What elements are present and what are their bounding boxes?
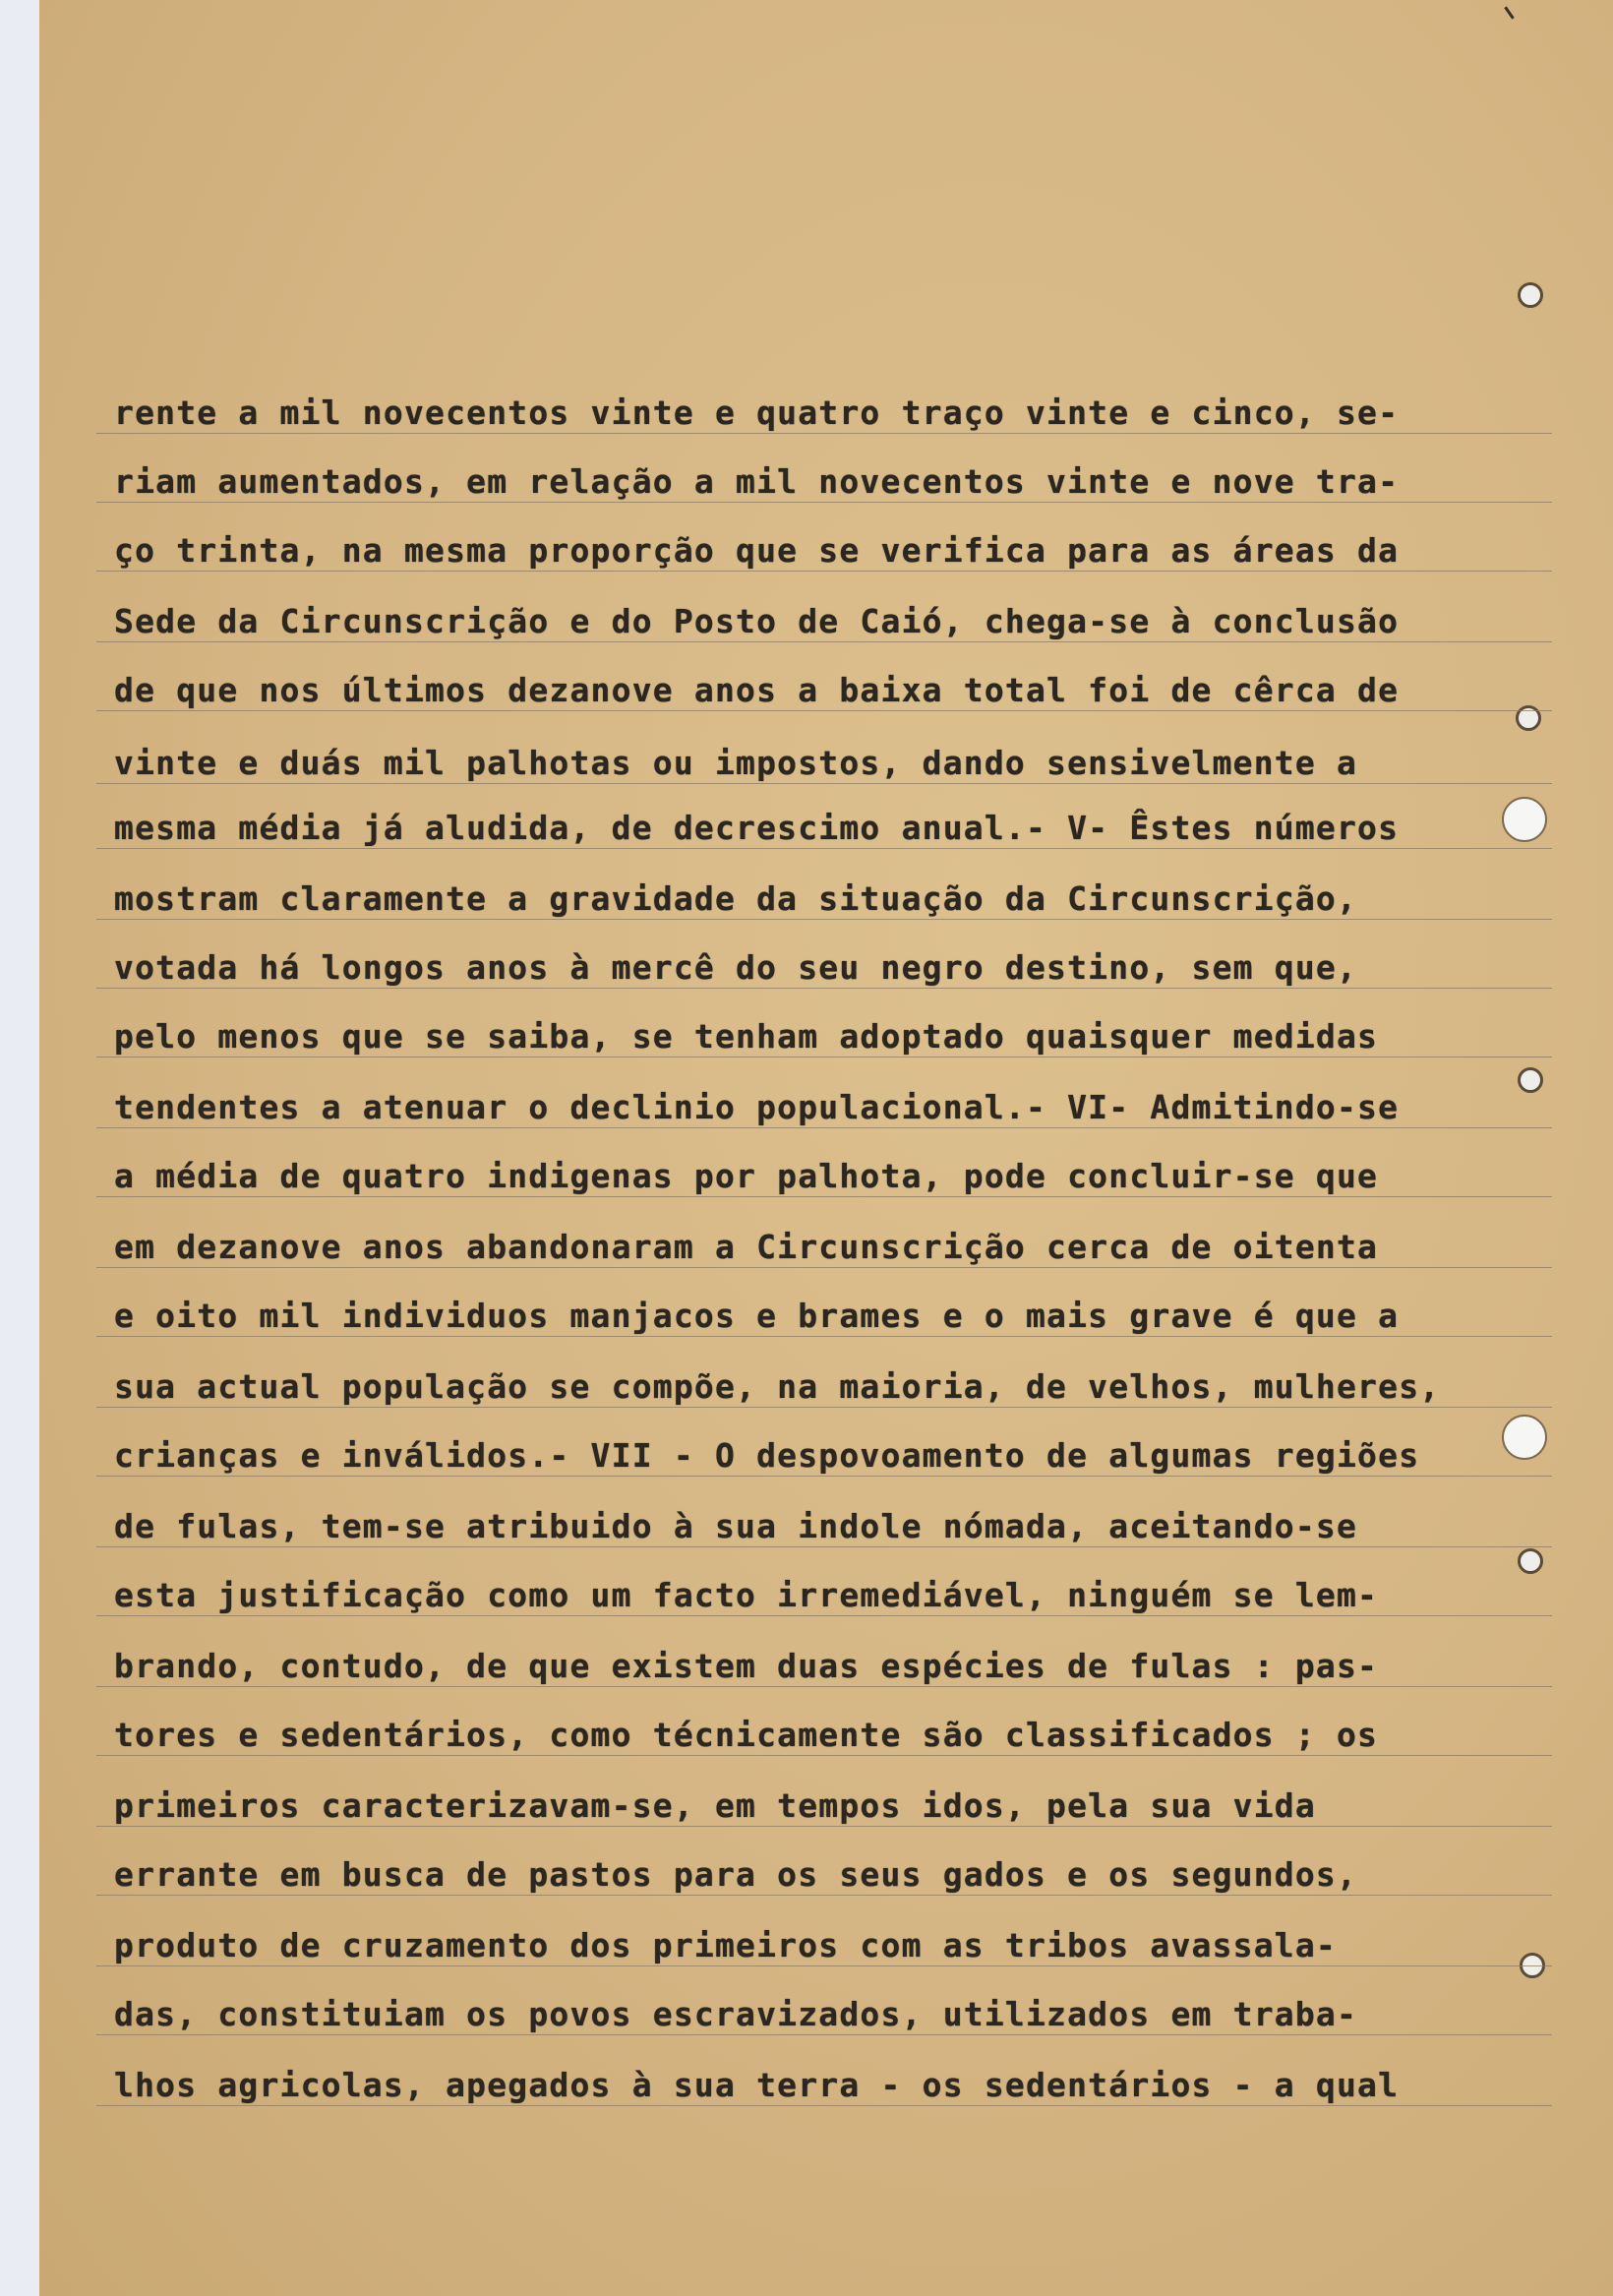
text-line: crianças e inválidos.- VII - O despovoamento de algumas regiões <box>114 1436 1420 1475</box>
ruled-line <box>96 2105 1552 2106</box>
punch-mark <box>1518 1067 1543 1093</box>
punch-mark <box>1518 282 1543 308</box>
ruled-line <box>96 1267 1552 1268</box>
text-line: de que nos últimos dezanove anos a baixa total foi de cêrca de <box>114 671 1400 709</box>
ruled-line <box>96 1965 1552 1966</box>
text-line: pelo menos que se saiba, se tenham adoptado quaisquer medidas <box>114 1017 1379 1056</box>
text-line: em dezanove anos abandonaram a Circunscrição cerca de oitenta <box>114 1228 1379 1266</box>
ruled-line <box>96 502 1552 503</box>
ruled-line <box>96 1336 1552 1337</box>
ruled-line <box>96 848 1552 849</box>
typewritten-page <box>39 0 1613 2296</box>
text-line: sua actual população se compõe, na maioria, de velhos, mulheres, <box>114 1367 1441 1406</box>
text-line: brando, contudo, de que existem duas espécies de fulas : pas- <box>114 1647 1379 1685</box>
ruled-line <box>96 641 1552 642</box>
text-line: e oito mil individuos manjacos e brames e o mais grave é que a <box>114 1297 1400 1335</box>
binder-hole <box>1502 1415 1547 1460</box>
ruled-line <box>96 1196 1552 1197</box>
text-line: das, constituiam os povos escravizados, utilizados em traba- <box>114 1995 1358 2033</box>
text-line: tendentes a atenuar o declinio populacional.- VI- Admitindo-se <box>114 1088 1400 1126</box>
ruled-line <box>96 1546 1552 1547</box>
ruled-line <box>96 1755 1552 1756</box>
text-line: de fulas, tem-se atribuido à sua indole nómada, aceitando-se <box>114 1507 1358 1545</box>
ruled-line <box>96 1615 1552 1616</box>
punch-mark <box>1516 705 1541 731</box>
ruled-line <box>96 1686 1552 1687</box>
ruled-line <box>96 1476 1552 1477</box>
text-line: produto de cruzamento dos primeiros com as tribos avassala- <box>114 1926 1337 1964</box>
ruled-line <box>96 433 1552 434</box>
text-line: esta justificação como um facto irremediável, ninguém se lem- <box>114 1576 1379 1614</box>
text-line: vinte e duás mil palhotas ou impostos, dando sensivelmente a <box>114 744 1358 782</box>
binder-hole <box>1502 797 1547 842</box>
ruled-line <box>96 571 1552 572</box>
ruled-line <box>96 988 1552 989</box>
ruled-line <box>96 1127 1552 1128</box>
text-line: mostram claramente a gravidade da situação da Circunscrição, <box>114 879 1358 918</box>
text-line: Sede da Circunscrição e do Posto de Caió, chega-se à conclusão <box>114 602 1400 640</box>
text-line: riam aumentados, em relação a mil novecentos vinte e nove tra- <box>114 462 1400 501</box>
ruled-line <box>96 710 1552 711</box>
ruled-line <box>96 919 1552 920</box>
ruled-line <box>96 1826 1552 1827</box>
text-line: lhos agricolas, apegados à sua terra - os sedentários - a qual <box>114 2066 1400 2104</box>
text-line: votada há longos anos à mercê do seu negro destino, sem que, <box>114 948 1358 987</box>
page-mark <box>1504 6 1514 19</box>
punch-mark <box>1518 1548 1543 1574</box>
text-line: primeiros caracterizavam-se, em tempos idos, pela sua vida <box>114 1786 1316 1825</box>
text-line: a média de quatro indigenas por palhota, pode concluir-se que <box>114 1157 1379 1195</box>
text-line: ço trinta, na mesma proporção que se verifica para as áreas da <box>114 531 1400 570</box>
ruled-line <box>96 2034 1552 2035</box>
text-line: tores e sedentários, como técnicamente são classificados ; os <box>114 1716 1379 1754</box>
ruled-line <box>96 1895 1552 1896</box>
text-line: rente a mil novecentos vinte e quatro traço vinte e cinco, se- <box>114 393 1400 432</box>
text-line: mesma média já aludida, de decrescimo anual.- V- Êstes números <box>114 809 1400 847</box>
ruled-line <box>96 1407 1552 1408</box>
ruled-line <box>96 783 1552 784</box>
text-line: errante em busca de pastos para os seus gados e os segundos, <box>114 1855 1358 1894</box>
